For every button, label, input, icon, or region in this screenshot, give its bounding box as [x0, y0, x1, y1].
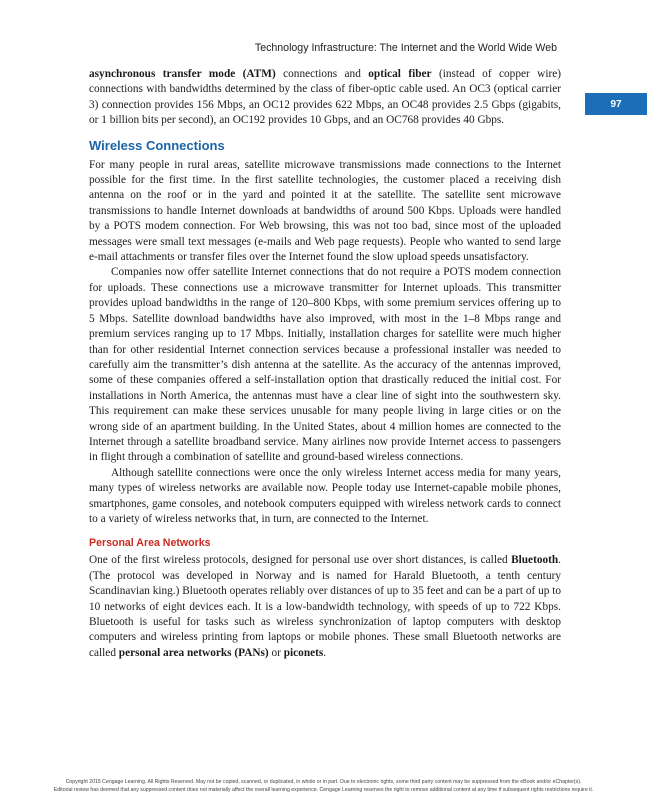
term-pan: personal area networks (PANs): [118, 646, 269, 659]
copyright-footer: [0, 778, 647, 794]
section-heading-wireless: Wireless Connections: [89, 137, 225, 153]
term-atm: asynchronous transfer mode (ATM): [89, 68, 276, 80]
subsection-heading-pan: Personal Area Networks: [89, 537, 211, 550]
page-number-tab: 97: [585, 93, 647, 115]
paragraph: Companies now offer satellite Internet connections that do not require a POTS modem connection for uploads. These connections use a microwave transmitter for Internet uploads. This transmitter provides upload bandwidths in the range of 120–800 Kbps, with some premium services offering up to 5 Mbps. Satellite download bandwidths have also improved, with most in the 1–8 Mbps range and premium services ranging up to 17 Mbps. Initially, installation charges for satellite were much higher than for other residential Internet connection services because a professional installer was needed to carefully aim the transmitter’s dish antenna at the satellite. As the accuracy of the antennas improved, some of these companies offered a self-installation option that drastically reduced the initial cost. For installations in North America, the antennas must have a clear line of sight into the southwestern sky. This requirement can make these services unusable for many people living in large cities or on the wrong side of an apartment building. In the United States, about 4 million homes are connected to the Internet through a satellite broadband service. Many airlines now provide Internet access to passengers in flight through a combination of satellite and ground-based wireless connections.: [89, 266, 561, 464]
page-body: [89, 67, 561, 661]
term-bluetooth: Bluetooth: [511, 554, 559, 567]
term-optical-fiber: optical fiber: [368, 68, 432, 80]
intro-paragraph: asynchronous transfer mode (ATM) connections and optical fiber (instead of copper wire) connections with bandwidths determined by the class of fiber-optic cable used. An OC3 (optical carrier 3) connection provides 156 Mbps, an OC12 provides 622 Mbps, an OC48 provides 2.5 Gbps (gigabits, or 1 billion bits per second), an OC192 provides 10 Gbps, and an OC768 provides 40 Gbps.: [89, 68, 562, 127]
paragraph: Although satellite connections were once the only wireless Internet access media for many years, many types of wireless networks are available now. People today use Internet-capable mobile phones, smartphones, game consoles, and notebook computers equipped with wireless network cards to connect to a variety of wireless networks that, in turn, are connected to the Internet.: [89, 466, 561, 525]
footer-line: Copyright 2015 Cengage Learning. All Rights Reserved. May not be copied, scanned, or duplicated, in whole or in part. Due to electronic rights, some third party content may be suppressed from the eBook and/or eChapter(s).: [65, 779, 582, 785]
paragraph: One of the first wireless protocols, designed for personal use over short distances, is called Bluetooth. (The protocol was developed in Norway and is named for Harald Bluetooth, a tenth century Scandinavian king.) Bluetooth operates reliably over distances of up to 35 feet and can be a part of up to 10 networks of eight devices each. It is a low-bandwidth technology, with speeds of up to 722 Kbps. Bluetooth is useful for tasks such as wireless synchronization of laptop computers with desktop computers and wireless printing from laptops or mobile phones. These small Bluetooth networks are called personal area networks (PANs) or piconets.: [89, 554, 561, 659]
footer-line: Editorial review has deemed that any suppressed content does not materially affect the overall learning experience. Cengage Learning reserves the right to remove additional content at any time if subsequent rights restrictions require it.: [53, 787, 594, 793]
term-piconets: piconets: [283, 646, 324, 659]
paragraph: For many people in rural areas, satellite microwave transmissions made connections to the Internet possible for the first time. In the first satellite technologies, the customer placed a receiving dish antenna on the roof or in the yard and pointed it at the satellite. The satellite sent microwave transmissions to handle Internet downloads at bandwidths of around 500 Kbps. Uploads were handled by a POTS modem connection. For Web browsing, this was not too bad, since most of the uploaded messages were small text messages (e-mails and Web page requests). People who wanted to send large e-mail attachments or transfer files over the Internet found the slow upload speeds unsatisfactory.: [89, 158, 561, 264]
running-header: Technology Infrastructure: The Internet and the World Wide Web: [254, 42, 557, 54]
